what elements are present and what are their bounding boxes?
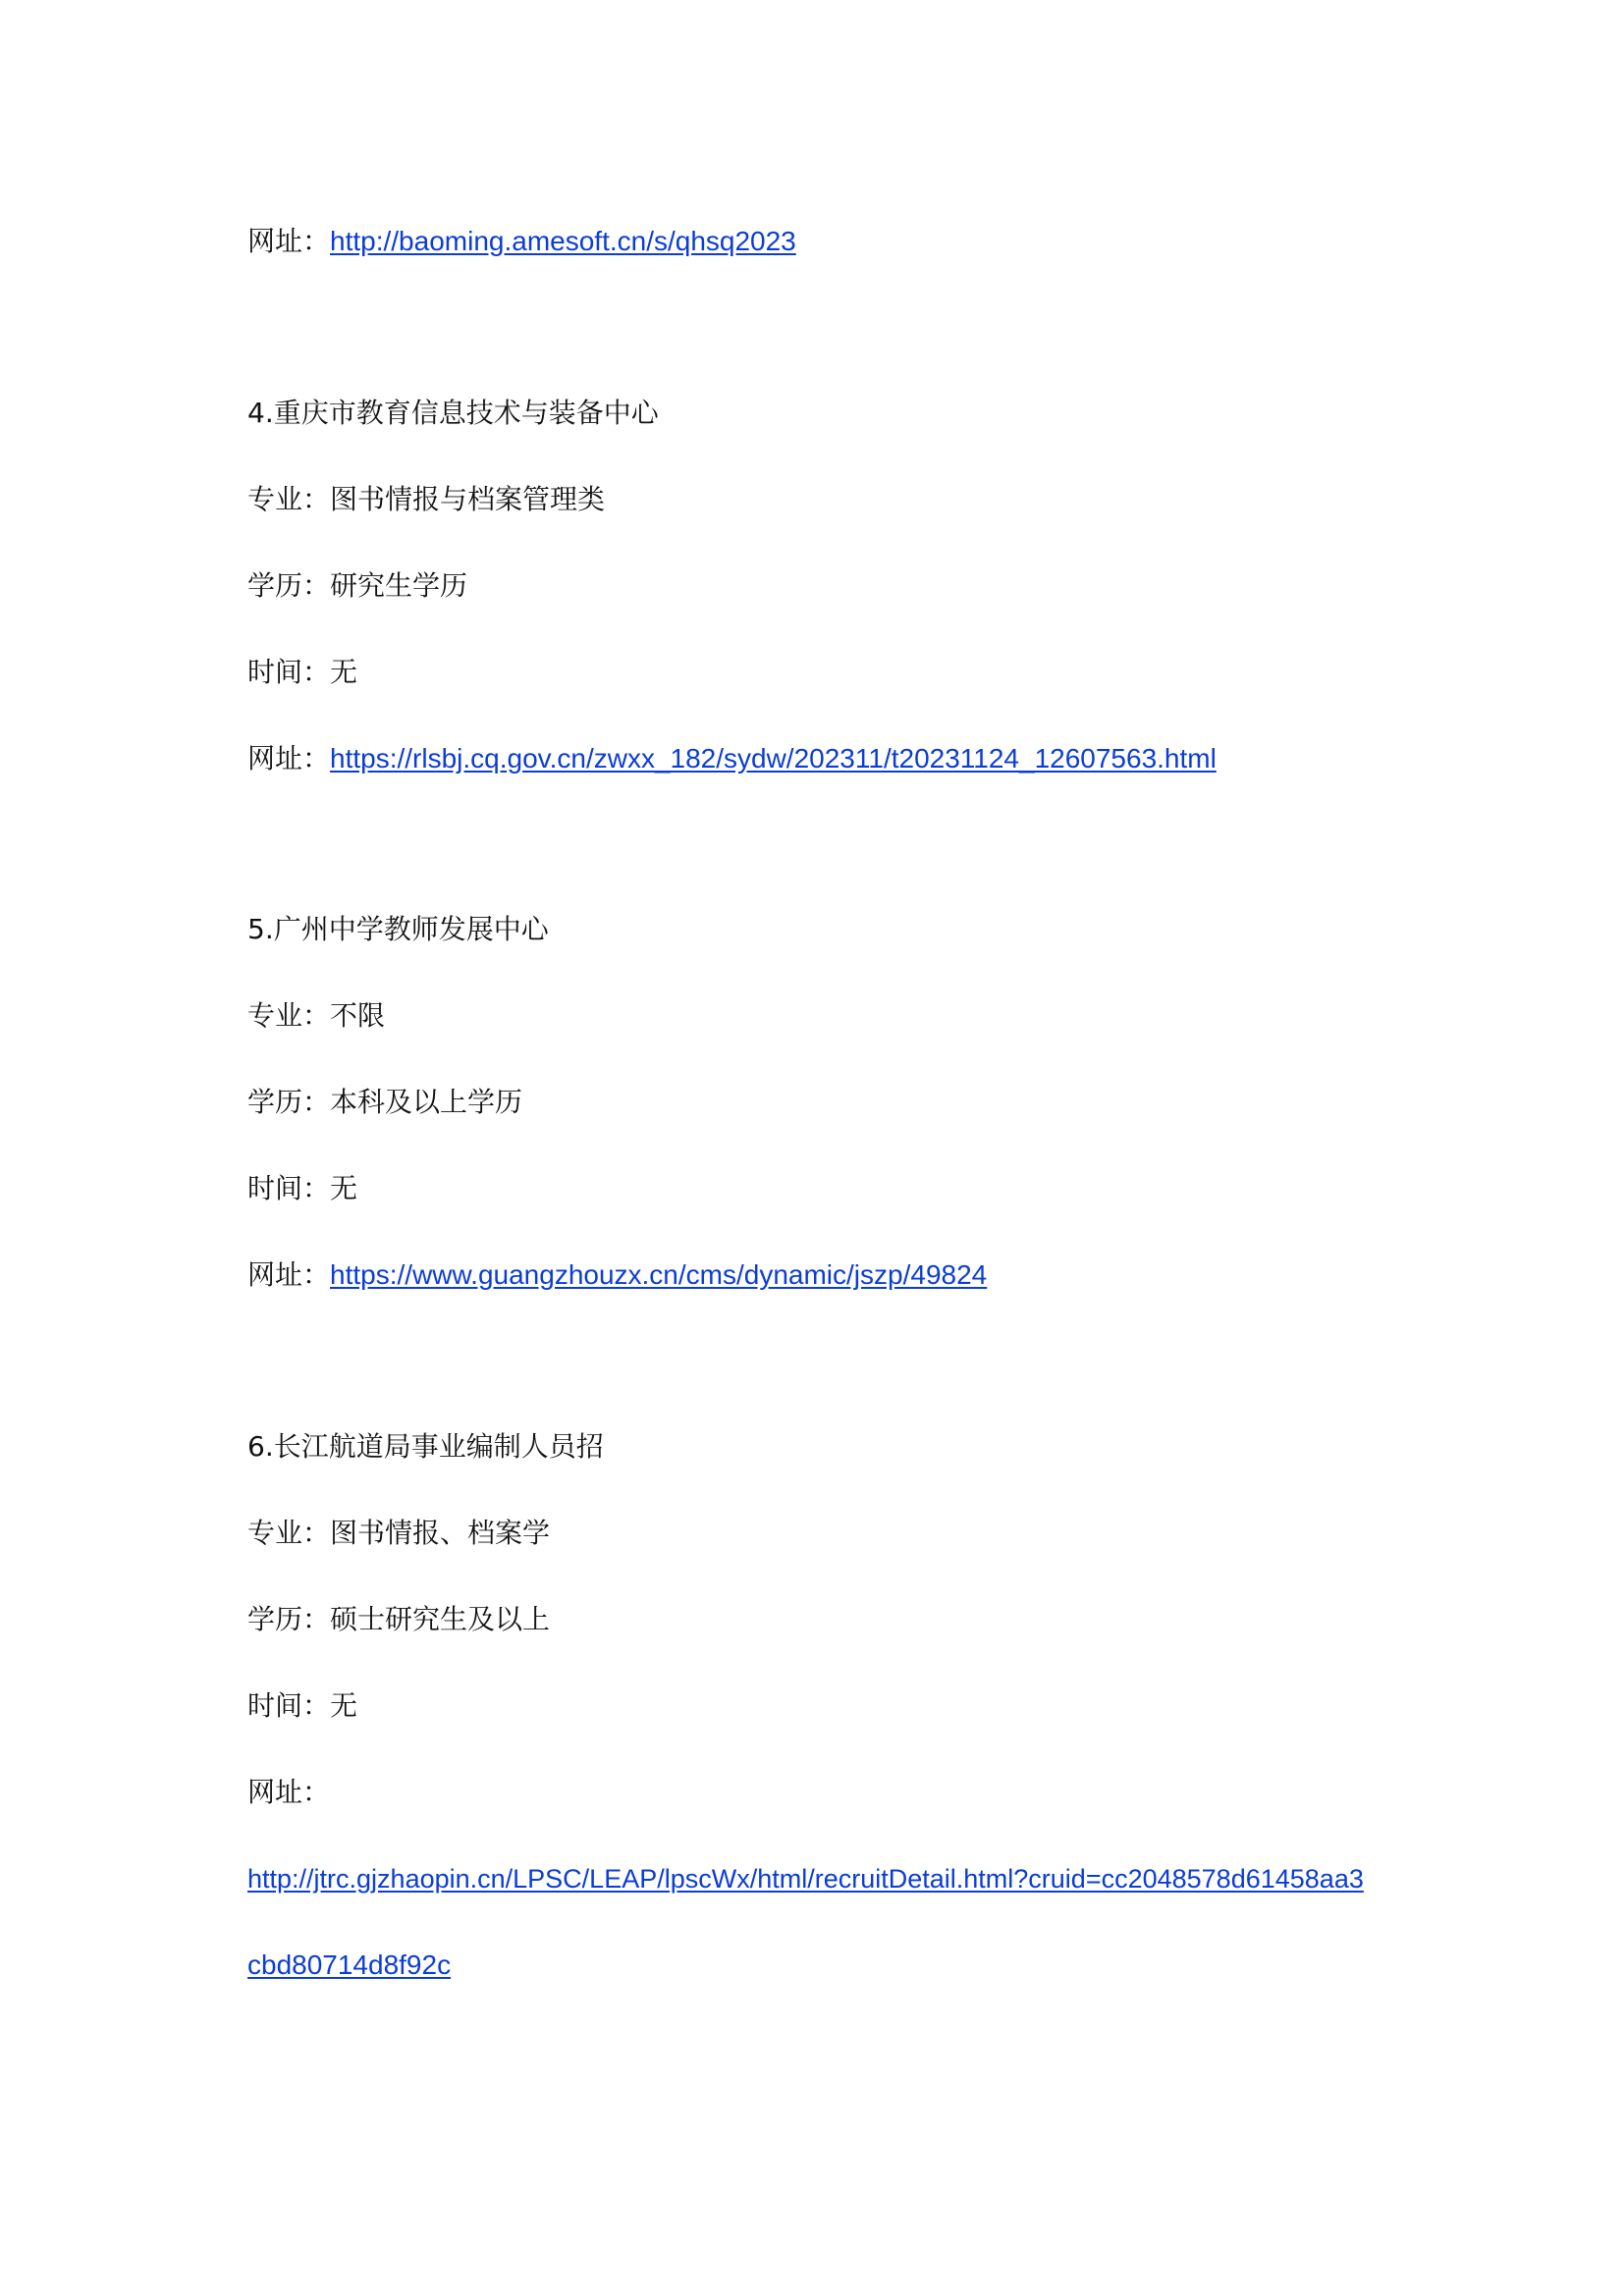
entry-4-url-line (247, 741, 1217, 776)
entry-6-url-line-2 (247, 1948, 451, 1983)
entry-6-title: 6.长江航道局事业编制人员招 (247, 1430, 604, 1463)
entry-5-url-label: 网址： (247, 1258, 331, 1291)
url-label: 网址： (247, 225, 331, 257)
entry-5-education: 学历：本科及以上学历 (247, 1086, 523, 1118)
entry-4-time: 时间：无 (247, 656, 358, 688)
entry-6-url-line-1 (247, 1861, 1364, 1897)
entry-4-title: 4.重庆市教育信息技术与装备中心 (247, 397, 659, 429)
entry-4-url-label: 网址： (247, 742, 331, 774)
entry-6-time: 时间：无 (247, 1689, 358, 1722)
entry-6-url-link-part-1[interactable]: http://jtrc.gjzhaopin.cn/LPSC/LEAP/lpscWx/html/recruitDetail.html?cruid=cc2048578d61458aa3 (247, 1864, 1364, 1894)
entry-4-url-link[interactable]: https://rlsbj.cq.gov.cn/zwxx_182/sydw/202311/t20231124_12607563.html (330, 743, 1217, 774)
entry-4-major: 专业：图书情报与档案管理类 (247, 483, 606, 515)
entry-5-url-link[interactable]: https://www.guangzhouzx.cn/cms/dynamic/jszp/49824 (330, 1259, 988, 1290)
entry-5-time: 时间：无 (247, 1172, 358, 1204)
entry-6-major: 专业：图书情报、档案学 (247, 1517, 551, 1549)
entry-5-title: 5.广州中学教师发展中心 (247, 913, 549, 945)
entry-4-education: 学历：研究生学历 (247, 569, 468, 602)
top-url-link[interactable]: http://baoming.amesoft.cn/s/qhsq2023 (330, 226, 796, 256)
entry-5-major: 专业：不限 (247, 999, 386, 1032)
entry-6-url-label: 网址： (247, 1776, 331, 1808)
top-url-line (247, 224, 796, 259)
entry-6-url-link-part-2[interactable]: cbd80714d8f92c (247, 1949, 452, 1980)
entry-5-url-line (247, 1257, 987, 1293)
entry-6-education: 学历：硕士研究生及以上 (247, 1603, 551, 1635)
